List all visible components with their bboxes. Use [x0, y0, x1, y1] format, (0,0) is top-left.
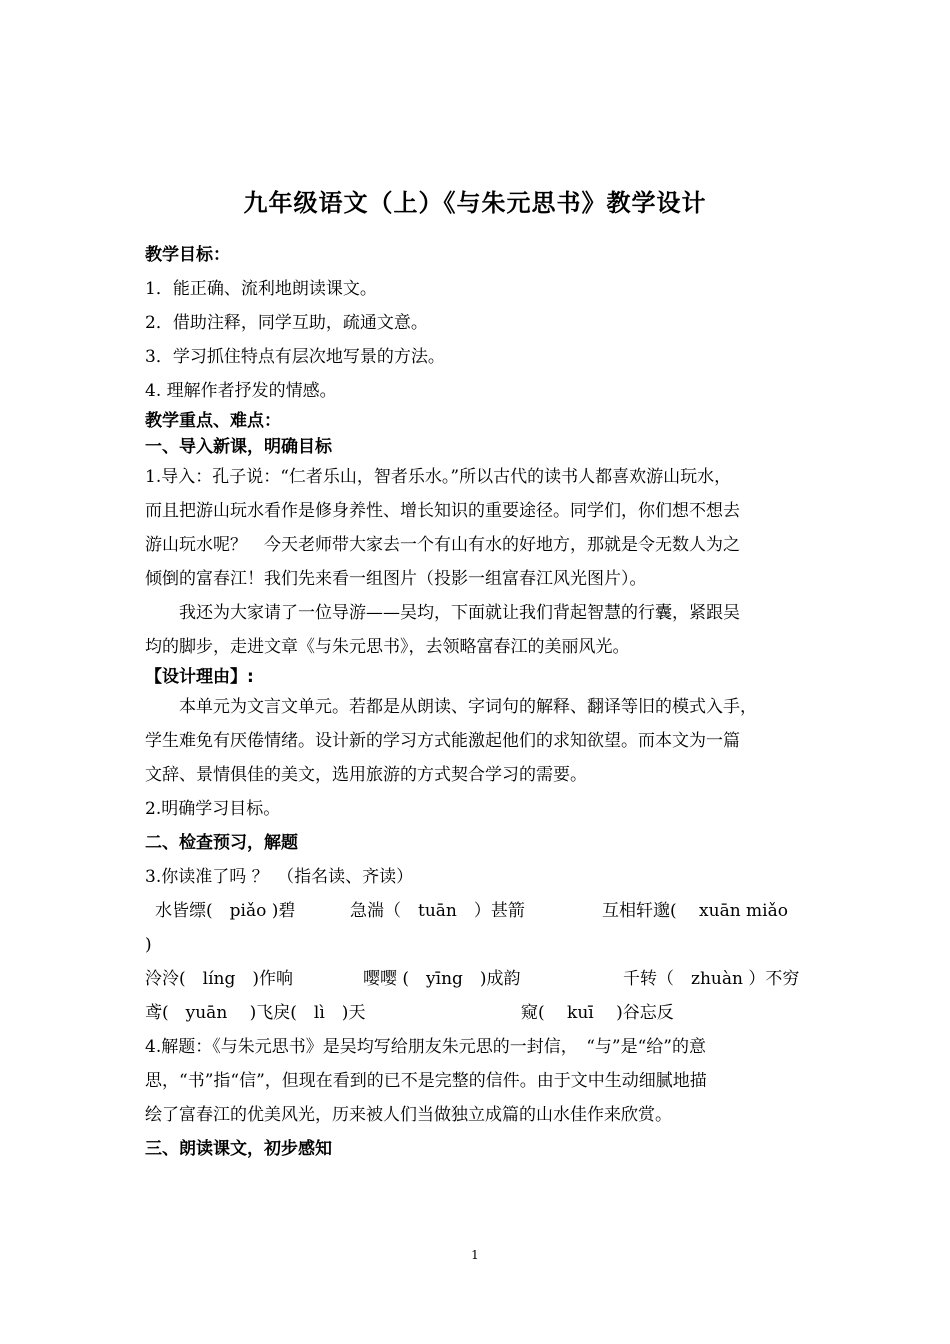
page-number: 1 — [471, 1248, 479, 1262]
intro-line: 游山玩水呢？ 今天老师带大家去一个有山有水的好地方，那就是令无数人为之 — [145, 535, 740, 555]
intro-line: 倾倒的富春江！我们先来看一组图片（投影一组富春江风光图片）。 — [145, 569, 647, 589]
pinyin-item: 嘤嘤 ( yīng )成韵 — [363, 969, 521, 989]
section1-heading: 一、导入新课，明确目标 — [145, 437, 332, 457]
objective-item: 1．能正确、流利地朗读课文。 — [145, 279, 377, 299]
objective-item: 3．学习抓住特点有层次地写景的方法。 — [145, 347, 445, 367]
pinyin-row — [145, 996, 810, 1030]
jieti-line: 4.解题：《与朱元思书》是吴均写给朋友朱元思的一封信， “与”是“给”的意 — [145, 1037, 706, 1057]
pinyin-item: 千转（ zhuàn ）不穷 — [623, 969, 800, 989]
goal-line: 2.明确学习目标。 — [145, 799, 281, 819]
section3-heading: 三、朗读课文，初步感知 — [145, 1139, 332, 1159]
guide-line: 我还为大家请了一位导游——吴均，下面就让我们背起智慧的行囊，紧跟吴 — [179, 603, 740, 623]
jieti-line: 绘了富春江的优美风光，历来被人们当做独立成篇的山水佳作来欣赏。 — [145, 1105, 672, 1125]
objectives-heading: 教学目标： — [145, 245, 230, 265]
reason-line: 本单元为文言文单元。若都是从朗读、字词句的解释、翻译等旧的模式入手， — [179, 697, 757, 717]
pinyin-row — [145, 894, 810, 928]
pinyin-item: 急湍（ tuān ）甚箭 — [350, 901, 525, 921]
section2-heading: 二、检查预习，解题 — [145, 833, 298, 853]
pinyin-item: 水皆缥( piǎo )碧 — [155, 901, 296, 921]
guide-line: 均的脚步，走进文章《与朱元思书》，去领略富春江的美丽风光。 — [145, 637, 630, 657]
document-body — [145, 238, 810, 1166]
page-title: 九年级语文（上）《与朱元思书》教学设计 — [243, 189, 707, 217]
pinyin-item: 鸢( yuān )飞戾( lì )天 — [145, 1003, 366, 1023]
pinyin-item: 泠泠( líng )作响 — [145, 969, 293, 989]
objective-item: 2．借助注释，同学互助，疏通文意。 — [145, 313, 428, 333]
read-check-line: 3.你读准了吗 ？ （指名读、齐读） — [145, 867, 414, 887]
pinyin-row — [145, 962, 810, 996]
pinyin-row-end: ) — [145, 935, 152, 955]
objective-item: 4. 理解作者抒发的情感。 — [145, 381, 337, 401]
intro-line: 1.导入：孔子说：“仁者乐山，智者乐水。”所以古代的读书人都喜欢游山玩水， — [145, 467, 732, 487]
design-reason-heading: 【设计理由】: — [145, 667, 254, 687]
key-points-heading: 教学重点、难点： — [145, 411, 281, 431]
reason-line: 学生难免有厌倦情绪。设计新的学习方式能激起他们的求知欲望。而本文为一篇 — [145, 731, 740, 751]
pinyin-item: 互相轩邈( xuān miǎo — [602, 901, 788, 921]
intro-line: 而且把游山玩水看作是修身养性、增长知识的重要途径。同学们，你们想不想去 — [145, 501, 740, 521]
jieti-line: 思，“书”指“信”，但现在看到的已不是完整的信件。由于文中生动细腻地描 — [145, 1071, 707, 1091]
pinyin-item: 窥( kuī )谷忘反 — [521, 1003, 674, 1023]
reason-line: 文辞、景情俱佳的美文，选用旅游的方式契合学习的需要。 — [145, 765, 587, 785]
